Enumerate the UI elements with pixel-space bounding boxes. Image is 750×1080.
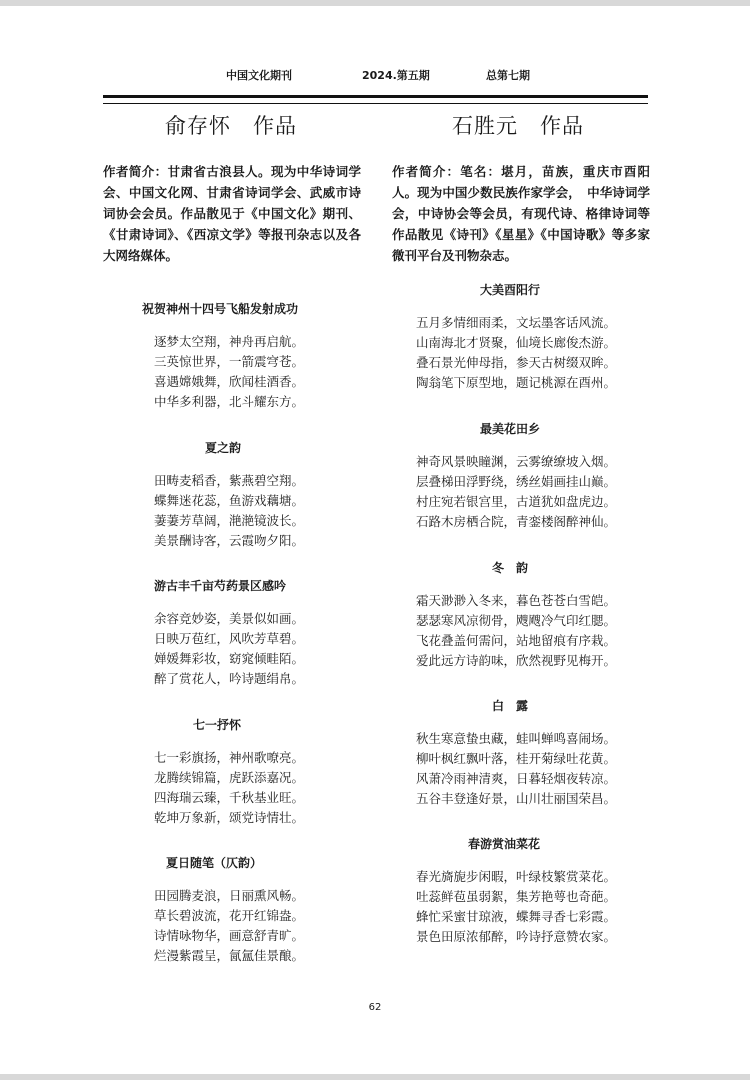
poem-line: 蝶舞迷花蕊，鱼游戏藕塘。 [154,493,305,508]
right-poem-3 [416,559,616,671]
poem-line: 霜天渺渺入冬来，暮色苍苍白雪皑。 [416,593,617,608]
poem-line: 村庄宛若银宫里，古道犹如盘虎边。 [416,494,617,509]
poem-title: 最美花田乡 [480,422,541,436]
issue-label: 2024.第五期 [362,69,430,82]
poem-line: 爱此远方诗韵味，欣然视野见梅开。 [416,653,617,668]
left-poem-5 [154,854,304,966]
poem-line: 五谷丰登逢好景，山川壮丽国荣昌。 [416,791,617,806]
poem-line: 吐蕊鲜苞虽弱絮，集芳艳萼也奇葩。 [416,889,617,904]
page-header [0,67,750,83]
poem-line: 萋萋芳草阔，滟滟镜波长。 [154,513,305,528]
poem-line: 醉了赏花人，吟诗题绢帛。 [154,671,305,686]
poem-line: 田畴麦稻香，紫燕碧空翔。 [154,473,305,488]
right-author-title: 石胜元 作品 [452,114,584,138]
left-poem-4 [154,716,304,828]
poem-title: 春游赏油菜花 [468,837,541,851]
poem-line: 田园腾麦浪，日丽熏风畅。 [154,888,305,903]
poem-line: 美景酬诗客，云霞吻夕阳。 [154,533,305,548]
poem-line: 瑟瑟寒风凉彻骨，飕飕冷气印红腮。 [416,613,617,628]
poem-line: 春光旖旎步闲暇，叶绿枝繁赏菜花。 [416,869,617,884]
right-poem-2 [416,420,616,532]
right-author-intro: 作者简介：笔名：堪月，苗族，重庆市酉阳人。现为中国少数民族作家学会， 中华诗词学会，中诗协会等会员，有现代诗、格律诗词等作品散见《诗刊》《星星》《中国诗歌》等多家微刊平台及刊物杂志。 [392,164,650,263]
left-poem-2 [154,439,304,551]
poem-title: 夏之韵 [205,441,242,455]
poem-line: 石路木房栖合院，青銮楼阁醉神仙。 [416,514,617,529]
poem-line: 景色田原浓郁醉，吟诗抒意赞农家。 [416,929,617,944]
poem-line: 陶翁笔下原型地，题记桃源在酉州。 [416,375,617,390]
poem-line: 蜂忙采蜜甘琼液，蝶舞寻香七彩霞。 [416,909,617,924]
poem-title: 夏日随笔（仄韵） [166,856,263,870]
page-number: 62 [368,1002,382,1013]
poem-line: 秋生寒意蛰虫藏，蛙叫蝉鸣喜闹场。 [416,731,617,746]
poem-line: 柳叶枫红飘叶落，桂开菊绿吐花黄。 [416,751,617,766]
poem-line: 五月多情细雨柔，文坛墨客话风流。 [416,315,617,330]
poem-title: 游古丰千亩芍药景区感吟 [154,579,287,593]
journal-page [0,6,750,1074]
poem-line: 山南海北才贤聚，仙境长廊俊杰游。 [416,335,617,350]
poem-line: 逐梦太空翔，神舟再启航。 [154,334,305,349]
poem-title: 七一抒怀 [193,718,242,732]
poem-line: 风萧冷雨神清爽，日暮轻烟夜转凉。 [416,771,617,786]
poem-title: 冬 韵 [492,561,529,575]
left-poem-3 [154,577,304,689]
poem-line: 龙腾续锦篇，虎跃添嘉况。 [154,770,305,785]
poem-line: 层叠梯田浮野绕，绣丝娟画挂山巅。 [416,474,617,489]
journal-name: 中国文化期刊 [226,69,292,82]
poem-line: 四海瑞云臻，千秋基业旺。 [154,790,305,805]
poem-line: 草长碧波流，花开红锦盎。 [154,908,305,923]
left-author-intro: 作者简介：甘肃省古浪县人。现为中华诗词学会、中国文化网、甘肃省诗词学会、武威市诗词协会会员。作品散见于《中国文化》期刊、《甘肃诗词》、《西凉文学》等报刊杂志以及各大网络媒体。 [103,164,361,263]
poem-line: 烂漫紫霞呈，氤氲佳景酿。 [154,948,305,963]
poem-line: 七一彩旗扬，神州歌嘹亮。 [154,750,305,765]
poem-line: 诗情咏物华，画意舒青旷。 [154,928,305,943]
poem-line: 飞花叠盖何需问，站地留痕有序栽。 [416,633,617,648]
poem-title: 白 露 [492,699,529,713]
poem-line: 余容竞妙姿，美景似如画。 [154,611,305,626]
left-poem-1 [142,300,304,412]
right-poem-1 [416,281,616,393]
poem-title: 大美酉阳行 [480,283,541,297]
poem-line: 叠石景光伸母指，参天古树缀双眸。 [416,355,617,370]
left-author-title: 俞存怀 作品 [165,114,297,138]
right-poem-4 [416,697,616,809]
poem-line: 乾坤万象新，颂党诗情壮。 [154,810,305,825]
poem-line: 神奇风景映瞳渊，云雾缭缭坡入烟。 [416,454,617,469]
poem-line: 喜遇嫦娥舞，欣闻桂酒香。 [154,374,305,389]
poem-line: 婵媛舞彩妆，窈窕倾畦陌。 [154,651,305,666]
poem-line: 三英惊世界，一箭震穹苍。 [154,354,305,369]
poem-line: 日映万苞红，风吹芳草碧。 [154,631,305,646]
poem-line: 中华多利器，北斗耀东方。 [154,394,305,409]
poem-title: 祝贺神州十四号飞船发射成功 [142,302,299,316]
right-poem-5 [416,835,616,947]
header-rule [103,95,648,104]
total-issue-label: 总第七期 [486,69,530,82]
